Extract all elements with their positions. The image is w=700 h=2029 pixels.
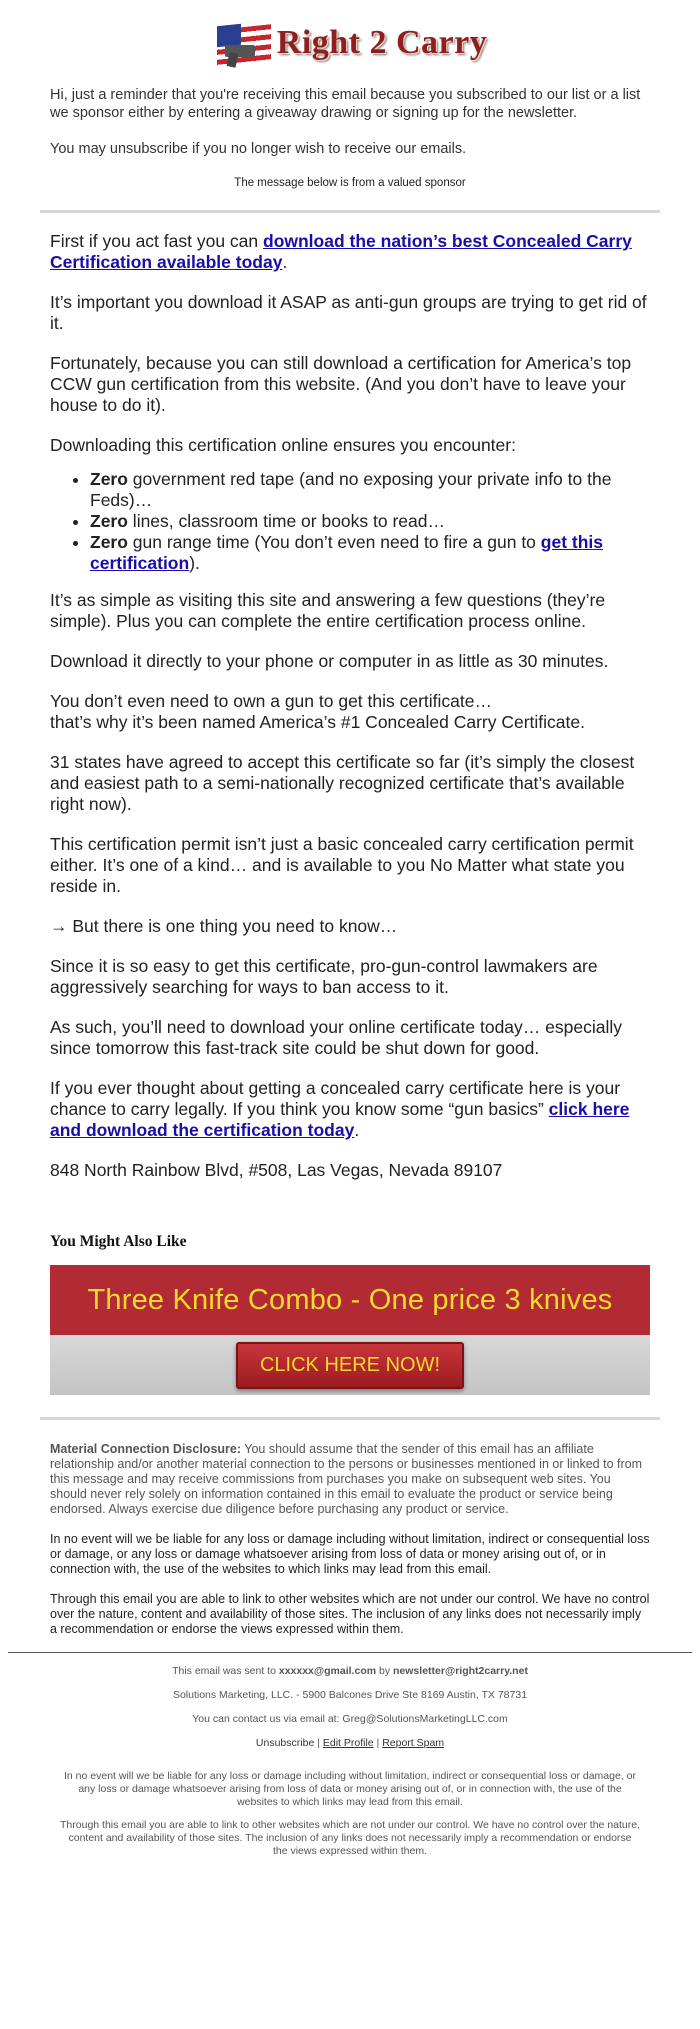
body-paragraph: First if you act fast you can download the nation’s best Concealed Carry Certification available today. bbox=[50, 231, 632, 272]
body-paragraph: It’s as simple as visiting this site and answering a few questions (they’re simple). Plus you can complete the entire certification process online. bbox=[50, 590, 606, 631]
footer-liability: In no event will we be liable for any loss or damage including without limitation, indirect or consequential loss or damage, or any loss or damage whatsoever arising from loss of data or money arising out of, or in connection with, the use of the websites to which links may lead from this email. bbox=[64, 1770, 636, 1808]
list-item: • Zero government red tape (and no exposing your private info to the Feds)… bbox=[90, 469, 650, 511]
footer-links: Unsubscribe | Edit Profile | Report Spam bbox=[255, 1737, 445, 1749]
body-paragraph: 31 states have agreed to accept this certificate so far (it’s simply the closest and easiest path to a semi-nationally recognized certificate that’s available right now). bbox=[50, 752, 635, 814]
click-here-now-button[interactable]: CLICK HERE NOW! bbox=[236, 1342, 464, 1389]
divider bbox=[40, 210, 660, 213]
unsubscribe-link[interactable]: Unsubscribe bbox=[255, 1737, 315, 1749]
header-logo[interactable] bbox=[0, 0, 700, 86]
logo-text: Right 2 Carry bbox=[276, 24, 488, 61]
body-paragraph: Since it is so easy to get this certificate, pro-gun-control lawmakers are aggressively searching for ways to ban access to it. bbox=[50, 956, 598, 997]
flag-gun-icon bbox=[213, 19, 271, 67]
message-body bbox=[0, 231, 700, 1181]
download-certification-link[interactable]: download the nation’s best Concealed Carry Certification available today bbox=[50, 231, 632, 272]
sponsor-note: The message below is from a valued sponsor bbox=[234, 177, 466, 189]
sent-to-line: This email was sent to xxxxxx@gmail.com by newsletter@right2carry.net bbox=[172, 1665, 528, 1677]
material-connection-disclosure: Material Connection Disclosure: You should assume that the sender of this email has an affiliate relationship and/or another material connection to the persons or businesses mentioned in or linked to from this message and may receive commissions from purchases you make on subsequent web sites. You should never rely solely on information contained in this email to evaluate the product or service being endorsed. Always exercise due diligence before purchasing any product or service. bbox=[50, 1442, 643, 1516]
footer-legal bbox=[60, 1770, 640, 1858]
intro-unsubscribe-note: You may unsubscribe if you no longer wish to receive our emails. bbox=[50, 141, 467, 157]
body-paragraph: Download it directly to your phone or computer in as little as 30 minutes. bbox=[50, 651, 609, 671]
divider bbox=[40, 1417, 660, 1420]
footer-external-links: Through this email you are able to link to other websites which are not under our control. We have no control over the nature, content and availability of those sites. The inclusion of any links does not necessarily imply a recommendation or endorse the views expressed within them. bbox=[60, 1819, 640, 1857]
body-paragraph: As such, you’ll need to download your online certificate today… especially since tomorrow this fast-track site could be shut down for good. bbox=[50, 1017, 622, 1058]
download-today-link[interactable]: click here and download the certification today bbox=[50, 1099, 630, 1140]
contact-line: You can contact us via email at: Greg@SolutionsMarketingLLC.com bbox=[192, 1713, 508, 1725]
banner-headline: Three Knife Combo - One price 3 knives bbox=[87, 1283, 613, 1316]
disclosure-section bbox=[0, 1442, 700, 1637]
edit-profile-link[interactable]: Edit Profile bbox=[322, 1737, 374, 1749]
get-certification-link[interactable]: get this certification bbox=[90, 532, 604, 573]
list-item: • Zero lines, classroom time or books to read… bbox=[90, 511, 650, 532]
company-address: Solutions Marketing, LLC. - 5900 Balcones Drive Ste 8169 Austin, TX 78731 bbox=[172, 1689, 528, 1701]
knife-combo-banner[interactable] bbox=[50, 1265, 650, 1395]
body-paragraph: If you ever thought about getting a concealed carry certificate here is your chance to carry legally. If you think you know some “gun basics” click here and download the certification today. bbox=[50, 1078, 630, 1140]
body-paragraph: You don’t even need to own a gun to get this certificate… that’s why it’s been named America’s #1 Concealed Carry Certificate. bbox=[50, 691, 585, 732]
list-item: • Zero gun range time (You don’t even need to fire a gun to get this certification). bbox=[90, 532, 650, 574]
mailing-address: 848 North Rainbow Blvd, #508, Las Vegas, Nevada 89107 bbox=[50, 1160, 503, 1180]
intro-section bbox=[0, 86, 700, 192]
intro-reminder: Hi, just a reminder that you're receiving this email because you subscribed to our list or a list we sponsor either by entering a giveaway drawing or signing up for the newsletter. bbox=[50, 87, 641, 121]
external-links-notice: Through this email you are able to link to other websites which are not under our control. We have no control over the nature, content and availability of those sites. The inclusion of any links does not necessarily imply a recommendation or endorse the views expressed within them. bbox=[50, 1592, 650, 1636]
report-spam-link[interactable]: Report Spam bbox=[382, 1737, 445, 1749]
liability-notice: In no event will we be liable for any loss or damage including without limitation, indirect or consequential loss or damage, or any loss or damage whatsoever arising from loss of data or money arising out of, or in connection with, the use of the websites to which links may lead from this email. bbox=[50, 1532, 650, 1576]
footer bbox=[0, 1653, 700, 1878]
body-paragraph: It’s important you download it ASAP as anti-gun groups are trying to get rid of it. bbox=[50, 292, 647, 333]
body-paragraph: Downloading this certification online ensures you encounter: bbox=[50, 435, 516, 455]
benefits-list bbox=[50, 469, 650, 574]
also-like-heading: You Might Also Like bbox=[50, 1233, 187, 1250]
body-paragraph: Fortunately, because you can still download a certification for America’s top CCW gun certification from this website. (And you don’t have to leave your house to do it). bbox=[50, 353, 632, 415]
body-paragraph: This certification permit isn’t just a basic concealed carry certification permit either. It’s one of a kind… and is available to you No Matter what state you reside in. bbox=[50, 834, 634, 896]
body-paragraph: → But there is one thing you need to know… bbox=[50, 916, 398, 936]
